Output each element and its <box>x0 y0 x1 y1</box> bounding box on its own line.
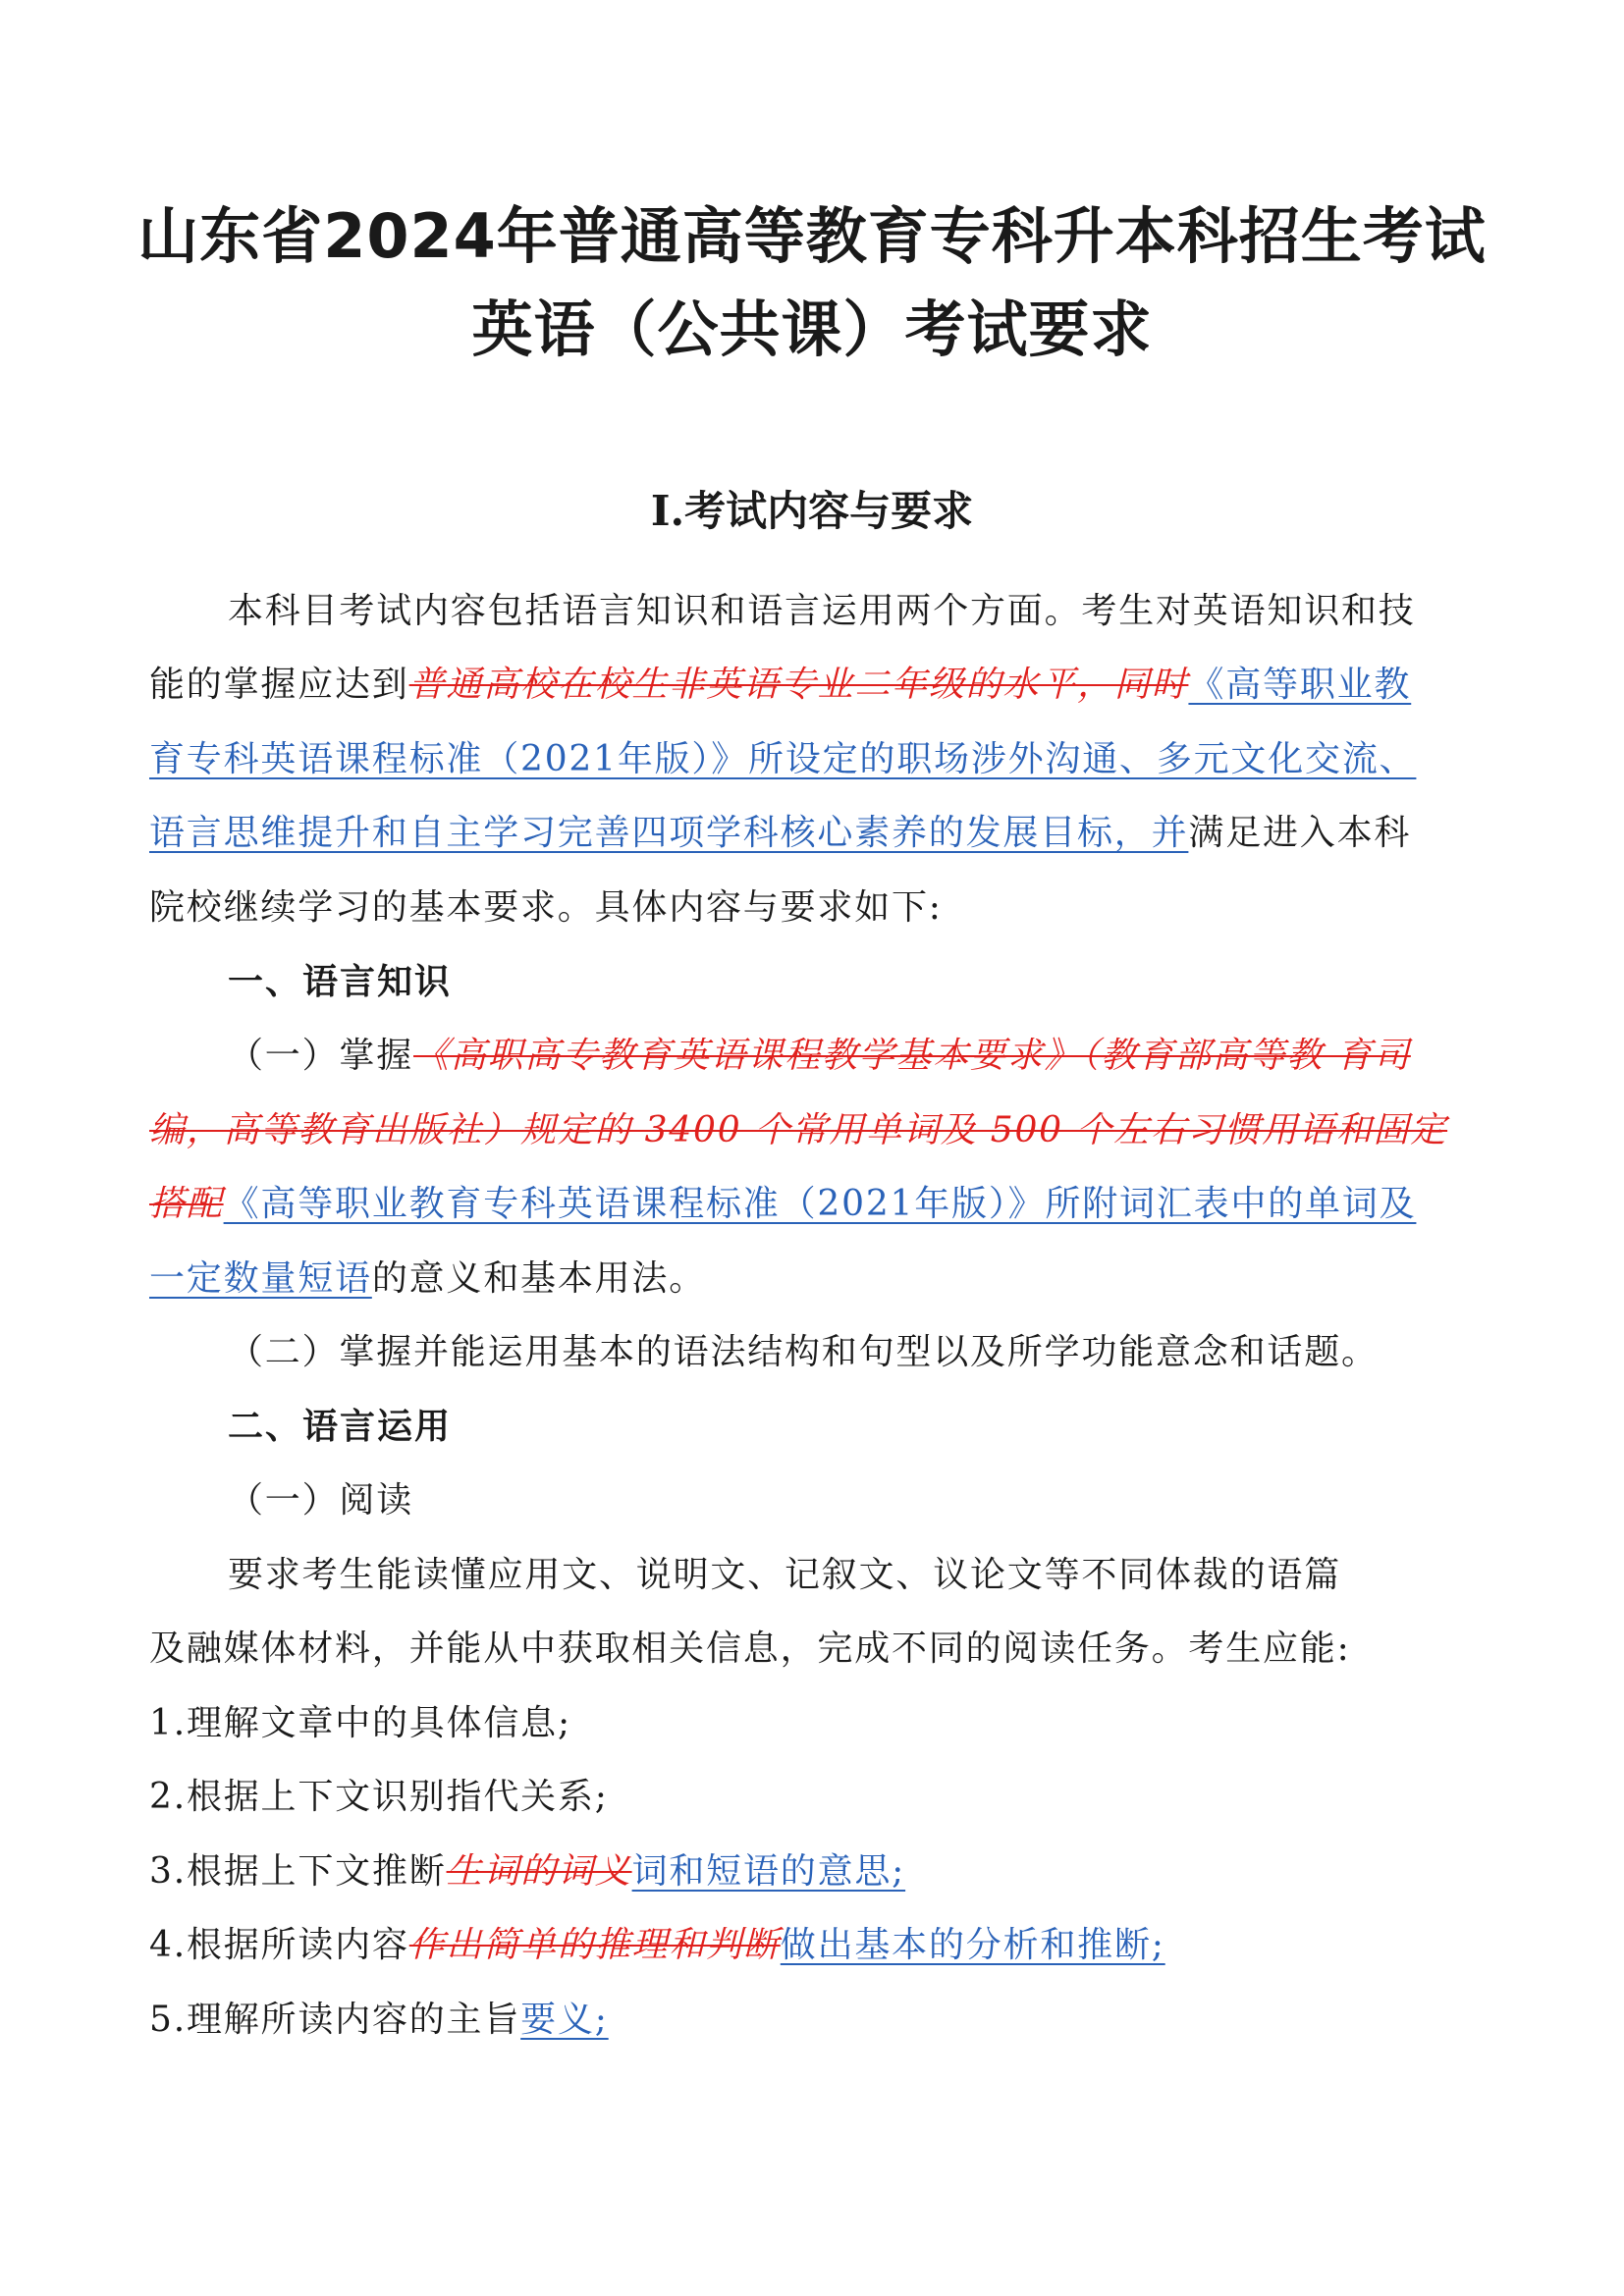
intro-text: 能的掌握应达到 <box>149 665 409 705</box>
reading-para-line1: 要求考生能读懂应用文、说明文、记叙文、议论文等不同体裁的语篇 <box>228 1555 1342 1595</box>
intro-line-2 <box>149 667 1411 703</box>
intro-line-4 <box>149 813 1412 853</box>
item-text: （一）掌握 <box>228 1036 414 1076</box>
item-text: 4.根据所读内容 <box>149 1925 409 1965</box>
document-title-line2: 英语（公共课）考试要求 <box>471 294 1153 365</box>
knowledge-item1-line1 <box>228 1036 1411 1076</box>
deleted-text: 编，高等教育出版社）规定的 3400 个常用单词及 500 个左右习惯用语和固定 <box>149 1110 1448 1150</box>
inserted-text: 要义; <box>520 2000 609 2040</box>
deleted-text: 《高职高专教育英语课程教学基本要求》（教育部高等教 育司 <box>413 1036 1411 1076</box>
intro-line-3 <box>149 739 1417 779</box>
item-text: 5.理解所读内容的主旨 <box>149 2000 521 2040</box>
deleted-text: 普通高校在校生非英语专业二年级的水平，同时 <box>408 665 1189 705</box>
knowledge-item1-line4 <box>149 1258 707 1299</box>
knowledge-item2: （二）掌握并能运用基本的语法结构和句型以及所学功能意念和话题。 <box>228 1332 1379 1372</box>
inserted-text: 《高等职业教育专科英语课程标准（2021年版）》所附词汇表中的单词及 <box>223 1184 1417 1224</box>
inserted-text: 词和短语的意思; <box>631 1851 906 1892</box>
reading-para-line2: 及融媒体材料，并能从中获取相关信息，完成不同的阅读任务。考生应能: <box>149 1629 1351 1669</box>
deleted-text: 搭配 <box>149 1184 224 1224</box>
reading-item-1: 1.理解文章中的具体信息; <box>149 1703 571 1743</box>
intro-text: 满足进入本科 <box>1188 813 1412 853</box>
reading-item-3 <box>149 1851 906 1892</box>
reading-item-2: 2.根据上下文识别指代关系; <box>149 1777 609 1817</box>
subheading-reading: （一）阅读 <box>228 1480 414 1521</box>
item-text: 的意义和基本用法。 <box>371 1258 707 1299</box>
inserted-text: 一定数量短语 <box>149 1258 372 1299</box>
item-text: 3.根据上下文推断 <box>149 1851 447 1892</box>
document-title-line1: 山东省2024年普通高等教育专科升本科招生考试 <box>137 200 1487 272</box>
heading-language-use: 二、语言运用 <box>228 1407 453 1447</box>
reading-item-4 <box>149 1925 1165 1965</box>
intro-line-1: 本科目考试内容包括语言知识和语言运用两个方面。考生对英语知识和技 <box>228 591 1416 631</box>
inserted-text: 《高等职业教 <box>1188 665 1412 705</box>
knowledge-item1-line3 <box>149 1184 1417 1224</box>
knowledge-item1-line2 <box>149 1110 1448 1150</box>
section-heading: I.考试内容与要求 <box>650 487 974 535</box>
heading-language-knowledge: 一、语言知识 <box>228 962 453 1002</box>
inserted-text: 语言思维提升和自主学习完善四项学科核心素养的发展目标，并 <box>149 813 1189 853</box>
deleted-text: 作出简单的推理和判断 <box>408 1925 781 1965</box>
inserted-text: 做出基本的分析和推断; <box>780 1925 1165 1965</box>
intro-line-5: 院校继续学习的基本要求。具体内容与要求如下: <box>149 887 943 928</box>
reading-item-5 <box>149 2002 609 2038</box>
inserted-text: 育专科英语课程标准（2021年版）》所设定的职场涉外沟通、多元文化交流、 <box>149 739 1417 779</box>
deleted-text: 生词的词义 <box>446 1851 632 1892</box>
